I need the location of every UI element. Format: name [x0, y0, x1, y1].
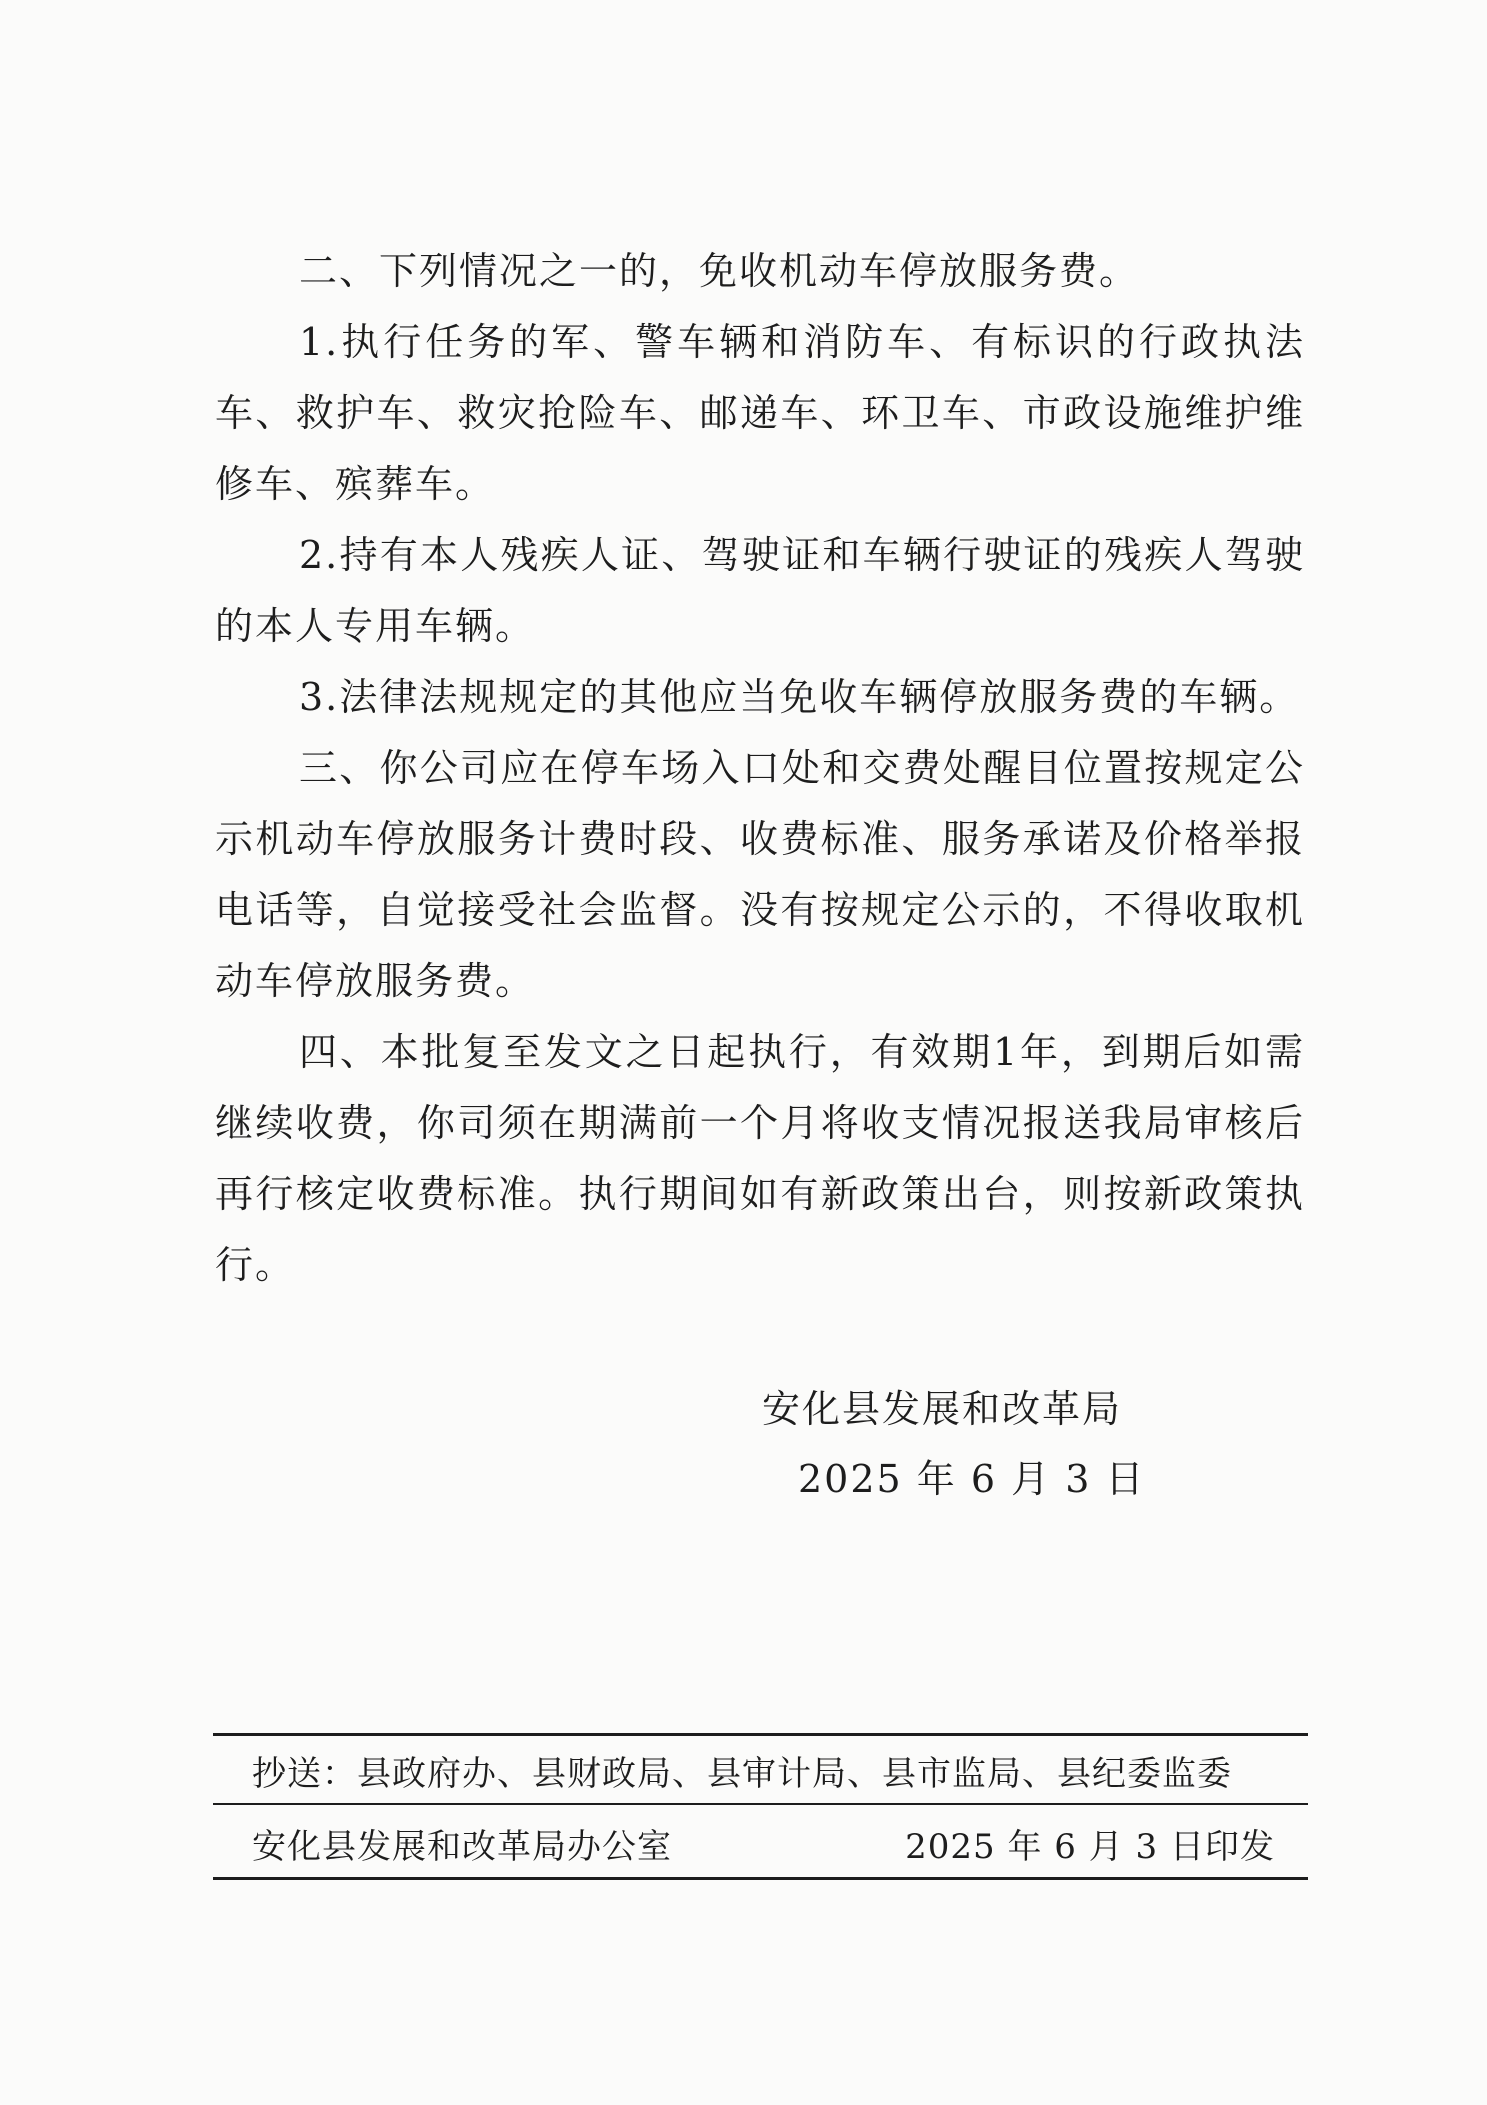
issue-date: 2025 年 6 月 3 日印发: [905, 1827, 1275, 1867]
footer-rule-middle: [213, 1803, 1308, 1805]
document-body: [215, 236, 1305, 1301]
cc-recipients: 抄送：县政府办、县财政局、县审计局、县市监局、县纪委监委: [252, 1754, 1232, 1794]
issuing-office: 安化县发展和改革局办公室: [252, 1827, 672, 1867]
paragraph-exemption-2: 2.持有本人残疾人证、驾驶证和车辆行驶证的残疾人驾驶的本人专用车辆。: [215, 533, 1305, 648]
paragraph-exemptions-heading: 二、下列情况之一的，免收机动车停放服务费。: [299, 249, 1140, 293]
signature-date: 2025 年 6 月 3 日: [798, 1457, 1146, 1501]
paragraph-validity: 四、本批复至发文之日起执行，有效期1年，到期后如需继续收费，你司须在期满前一个月将收支情况报送我局审核后再行核定收费标准。执行期间如有新政策出台，则按新政策执行。: [215, 1030, 1305, 1287]
footer-rule-top: [213, 1733, 1308, 1736]
paragraph-publicity: 三、你公司应在停车场入口处和交费处醒目位置按规定公示机动车停放服务计费时段、收费标准、服务承诺及价格举报电话等，自觉接受社会监督。没有按规定公示的，不得收取机动车停放服务费。: [215, 746, 1305, 1003]
footer-rule-bottom: [213, 1877, 1308, 1880]
paragraph-exemption-1: 1.执行任务的军、警车辆和消防车、有标识的行政执法车、救护车、救灾抢险车、邮递车、环卫车、市政设施维护维修车、殡葬车。: [215, 320, 1305, 506]
signature-organization: 安化县发展和改革局: [762, 1387, 1123, 1431]
paragraph-exemption-3: 3.法律法规规定的其他应当免收车辆停放服务费的车辆。: [299, 675, 1300, 719]
